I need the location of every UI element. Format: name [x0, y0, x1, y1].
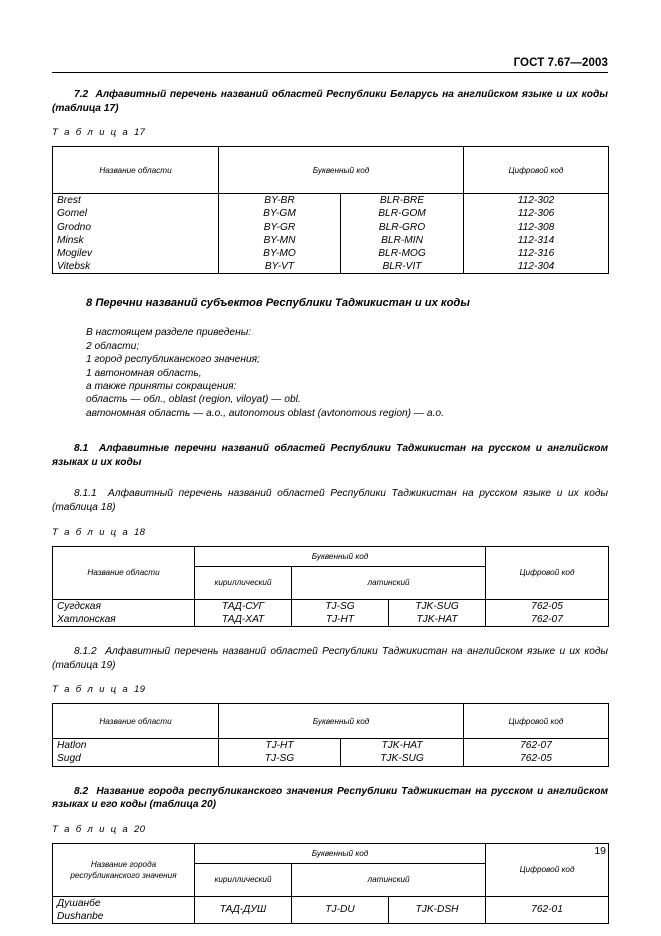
table-18-col-latin: латинский: [292, 566, 486, 599]
table-20-cell-latin2: TJ-DU: [292, 896, 389, 923]
table-20-col-latin: латинский: [292, 863, 486, 896]
table-19-caption-number: 19: [134, 684, 146, 696]
table-18-col-digital-code: Цифровой код: [486, 546, 609, 599]
table-17-cell-code3: BLR-GOM: [341, 207, 464, 220]
table-18-cell-cyrillic: ТАД-СУГ: [195, 599, 292, 613]
table-17-col-digital-code: Цифровой код: [464, 147, 609, 194]
heading-8-1-2: [52, 645, 608, 672]
table-17-cell-digital: 112-306: [464, 207, 609, 220]
heading-8-2-title: Название города республиканского значения Республики Таджикистан на русском и английском языках и его коды (таблица 20): [52, 785, 608, 811]
table-17-caption: [52, 127, 608, 138]
standard-header: ГОСТ 7.67—2003: [513, 57, 608, 69]
table-17-cell-name: Minsk: [53, 234, 219, 247]
table-17-header-row: [53, 147, 609, 194]
table-row: [53, 613, 609, 627]
table-17-cell-code3: BLR-MIN: [341, 234, 464, 247]
table-20-caption-number: 20: [134, 823, 146, 835]
table-19-cell-code3: TJK-HAT: [341, 739, 464, 753]
table-row: [53, 221, 609, 234]
table-19-cell-name: Sugd: [53, 752, 219, 766]
intro-line: 2 области;: [86, 340, 140, 352]
heading-8-1-number: 8.1: [74, 443, 89, 455]
table-20-cell-name: [53, 896, 195, 923]
table-18-header-row-1: [53, 546, 609, 566]
table-row: [53, 752, 609, 766]
table-17-cell-code3: BLR-BRE: [341, 194, 464, 208]
header-divider: [52, 72, 608, 73]
table-18-caption-number: 18: [134, 526, 146, 538]
intro-line: 1 город республиканского значения;: [86, 354, 260, 366]
table-18-caption-label: Т а б л и ц а: [52, 526, 130, 538]
table-19-col-name: Название области: [53, 704, 219, 739]
table-20-col-cyrillic: кириллический: [195, 863, 292, 896]
table-17-caption-label: Т а б л и ц а: [52, 127, 130, 139]
table-19-col-letter-code: Буквенный код: [219, 704, 464, 739]
table-row: [53, 234, 609, 247]
table-17-cell-code3: BLR-MOG: [341, 247, 464, 260]
table-20: [52, 843, 609, 924]
table-19-header-row: [53, 704, 609, 739]
table-20-col-name: [53, 843, 195, 896]
table-19-cell-name: Hatlon: [53, 739, 219, 753]
table-17-caption-number: 17: [134, 127, 146, 139]
heading-7-2-title: Алфавитный перечень названий областей Республики Беларусь на английском языке и их коды (таблица 17): [52, 89, 608, 114]
table-17: [52, 146, 609, 274]
intro-line: автономная область — а.о., autonomous oblast (avtonomous region) — a.o.: [86, 407, 444, 419]
heading-7-2-number: 7.2: [74, 89, 89, 100]
table-17-cell-digital: 112-304: [464, 260, 609, 274]
table-18-cell-latin3: TJK-HAT: [389, 613, 486, 627]
section-8-intro: [52, 326, 608, 420]
table-20-col-digital-code: Цифровой код: [486, 843, 609, 896]
table-row: [53, 739, 609, 753]
table-17-cell-name: Gomel: [53, 207, 219, 220]
intro-line: область — обл., oblast (region, viloyat) — obl.: [86, 394, 301, 406]
table-17-cell-code2: BY-GR: [219, 221, 341, 234]
heading-8-2-number: 8.2: [74, 785, 89, 797]
heading-8-1-1-number: 8.1.1: [74, 488, 97, 500]
heading-8-1-title: Алфавитные перечни названий областей Республики Таджикистан на русском и английском языках и их коды: [52, 443, 608, 468]
table-20-cell-name-en: Dushanbe: [57, 911, 104, 923]
table-19-cell-code2: TJ-SG: [219, 752, 341, 766]
table-19-caption-label: Т а б л и ц а: [52, 684, 130, 696]
table-20-cell-name-ru: Душанбе: [57, 897, 101, 909]
table-row: [53, 207, 609, 220]
table-row: [53, 247, 609, 260]
table-17-cell-code2: BY-MN: [219, 234, 341, 247]
table-18-cell-latin2: TJ-SG: [292, 599, 389, 613]
table-18-cell-name: Хатлонская: [53, 613, 195, 627]
table-20-col-name-line2: республиканского значения: [70, 870, 177, 880]
table-17-cell-digital: 112-308: [464, 221, 609, 234]
table-17-cell-code2: BY-GM: [219, 207, 341, 220]
table-19-caption: [52, 684, 608, 695]
table-17-cell-code2: BY-BR: [219, 194, 341, 208]
intro-line: В настоящем разделе приведены:: [86, 327, 252, 339]
table-18-cell-digital: 762-05: [486, 599, 609, 613]
table-17-cell-digital: 112-302: [464, 194, 609, 208]
heading-7-2: [52, 88, 608, 115]
table-17-cell-name: Mogilev: [53, 247, 219, 260]
table-19-cell-code3: TJK-SUG: [341, 752, 464, 766]
table-19-cell-code2: TJ-HT: [219, 739, 341, 753]
table-17-cell-code3: BLR-VIT: [341, 260, 464, 274]
page-content: [52, 88, 608, 924]
heading-8-1-2-title: Алфавитный перечень названий областей Республики Таджикистан на английском языке и их коды (таблица 19): [52, 646, 608, 671]
table-19-col-digital-code: Цифровой код: [464, 704, 609, 739]
table-20-cell-latin3: TJK-DSH: [389, 896, 486, 923]
heading-8: 8 Перечни названий субъектов Республики Таджикистан и их коды: [86, 297, 470, 310]
table-row: [53, 896, 609, 923]
table-18-col-name: Название области: [53, 546, 195, 599]
table-18-col-cyrillic: кириллический: [195, 566, 292, 599]
table-17-cell-digital: 112-314: [464, 234, 609, 247]
table-20-col-letter-code: Буквенный код: [195, 843, 486, 863]
table-18-cell-latin2: TJ-HT: [292, 613, 389, 627]
table-18-cell-cyrillic: ТАД-ХАТ: [195, 613, 292, 627]
table-row: [53, 260, 609, 274]
table-17-cell-digital: 112-316: [464, 247, 609, 260]
table-row: [53, 194, 609, 208]
table-18-caption: [52, 527, 608, 538]
table-18: [52, 546, 609, 627]
page-number: 19: [594, 845, 606, 857]
intro-line: а также приняты сокращения:: [86, 381, 237, 393]
heading-8-2: [52, 785, 608, 812]
table-row: [53, 599, 609, 613]
table-20-cell-cyrillic: ТАД-ДУШ: [195, 896, 292, 923]
table-20-caption-label: Т а б л и ц а: [52, 823, 130, 835]
table-19: [52, 703, 609, 766]
table-17-cell-code2: BY-MO: [219, 247, 341, 260]
table-17-cell-name: Brest: [53, 194, 219, 208]
table-20-cell-digital: 762-01: [486, 896, 609, 923]
table-17-cell-name: Grodno: [53, 221, 219, 234]
table-19-cell-digital: 762-07: [464, 739, 609, 753]
table-20-col-name-line1: Название города: [90, 859, 157, 869]
table-17-cell-name: Vitebsk: [53, 260, 219, 274]
table-18-cell-latin3: TJK-SUG: [389, 599, 486, 613]
table-20-caption: [52, 824, 608, 835]
intro-line: 1 автономная область,: [86, 367, 202, 379]
table-18-cell-name: Сугдская: [53, 599, 195, 613]
table-17-col-letter-code: Буквенный код: [219, 147, 464, 194]
table-20-header-row-1: [53, 843, 609, 863]
table-17-cell-code2: BY-VT: [219, 260, 341, 274]
heading-8-1-1: [52, 487, 608, 514]
table-19-cell-digital: 762-05: [464, 752, 609, 766]
heading-8-1-1-title: Алфавитный перечень названий областей Республики Таджикистан на русском языке и их коды (таблица 18): [52, 488, 608, 514]
table-18-cell-digital: 762-07: [486, 613, 609, 627]
heading-8-1: [52, 442, 608, 469]
table-17-cell-code3: BLR-GRO: [341, 221, 464, 234]
heading-8-1-2-number: 8.1.2: [74, 646, 97, 658]
table-17-col-name: Название области: [53, 147, 219, 194]
table-18-col-letter-code: Буквенный код: [195, 546, 486, 566]
